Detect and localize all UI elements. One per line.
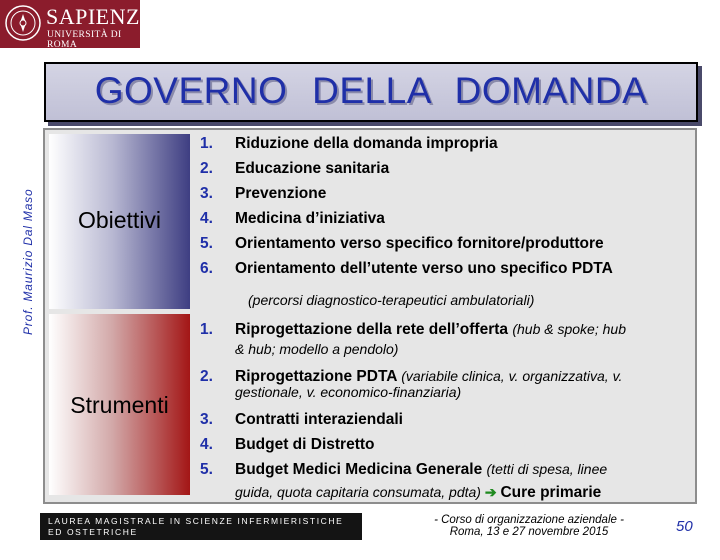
item-number: 4. xyxy=(200,436,213,453)
objectives-label: Obiettivi xyxy=(77,207,162,233)
item-number: 1. xyxy=(200,321,213,338)
item-title: Riprogettazione PDTA xyxy=(235,368,397,385)
item-detail: (tetti di spesa, linee xyxy=(486,461,608,477)
item-number: 2. xyxy=(200,160,213,177)
item-text: Prevenzione xyxy=(235,185,327,202)
item-detail-text: guida, quota capitaria consumata, pdta) xyxy=(235,484,481,500)
item-text: Educazione sanitaria xyxy=(235,160,390,177)
item-text: Contratti interaziendali xyxy=(235,411,403,428)
item-number: 5. xyxy=(200,461,213,478)
item-detail-continued: & hub; modello a pendolo) xyxy=(235,341,399,357)
item-text xyxy=(235,461,607,479)
item-detail: (variabile clinica, v. organizzativa, v. xyxy=(401,368,623,384)
item-detail: (hub & spoke; hub xyxy=(512,321,626,337)
item-number: 3. xyxy=(200,185,213,202)
primary-care-label: Cure primarie xyxy=(500,484,602,501)
logo-name: SAPIENZA xyxy=(46,4,157,29)
item-text: Riduzione della domanda impropria xyxy=(235,135,498,152)
arrow-right-icon: ➔ xyxy=(484,484,497,500)
item-text: Orientamento verso specifico fornitore/produttore xyxy=(235,235,604,252)
sapienza-logo xyxy=(0,0,157,50)
footer-program-banner xyxy=(40,513,362,559)
item-number: 3. xyxy=(200,411,213,428)
item-text: Orientamento dell’utente verso uno specifico PDTA xyxy=(235,260,613,277)
item-text: Budget di Distretto xyxy=(235,436,375,453)
item-title: Budget Medici Medicina Generale xyxy=(235,461,483,478)
logo-subtitle: UNIVERSITÀ DI ROMA xyxy=(47,30,122,50)
item-number: 1. xyxy=(200,135,213,152)
item-number: 5. xyxy=(200,235,213,252)
objectives-label-block xyxy=(49,134,190,309)
slide-title-banner xyxy=(44,62,698,122)
item-text: Medicina d’iniziativa xyxy=(235,210,385,227)
footer-course-info xyxy=(424,514,634,538)
item-detail-continued: gestionale, v. economico-finanziaria) xyxy=(235,384,462,400)
item-number: 2. xyxy=(200,368,213,385)
footer-line-2: "La SAPIENZA" UNIVERSITA' DI ROMA - AZIENDA POLICLINICO UMBERTO I xyxy=(48,538,313,559)
item-detail-continued xyxy=(235,484,601,502)
author-label: Prof. Maurizio Dal Maso xyxy=(21,188,35,335)
slide-title: GOVERNO DELLA DOMANDA xyxy=(94,70,648,111)
page-number: 50 xyxy=(676,518,693,535)
footer-line-1: LAUREA MAGISTRALE IN SCIENZE INFERMIERISTICHE ED OSTETRICHE xyxy=(48,516,344,537)
tools-label: Strumenti xyxy=(70,392,169,418)
university-seal-icon xyxy=(4,3,42,43)
item-number: 6. xyxy=(200,260,213,277)
item-number: 4. xyxy=(200,210,213,227)
tools-label-block xyxy=(49,314,190,495)
footer-dates: Roma, 13 e 27 novembre 2015 xyxy=(449,526,609,538)
item-text xyxy=(235,321,626,339)
footer-course: - Corso di organizzazione aziendale - xyxy=(434,514,624,526)
item-title: Riprogettazione della rete dell’offerta xyxy=(235,321,509,338)
pdta-note: (percorsi diagnostico-terapeutici ambulatoriali) xyxy=(248,292,535,308)
